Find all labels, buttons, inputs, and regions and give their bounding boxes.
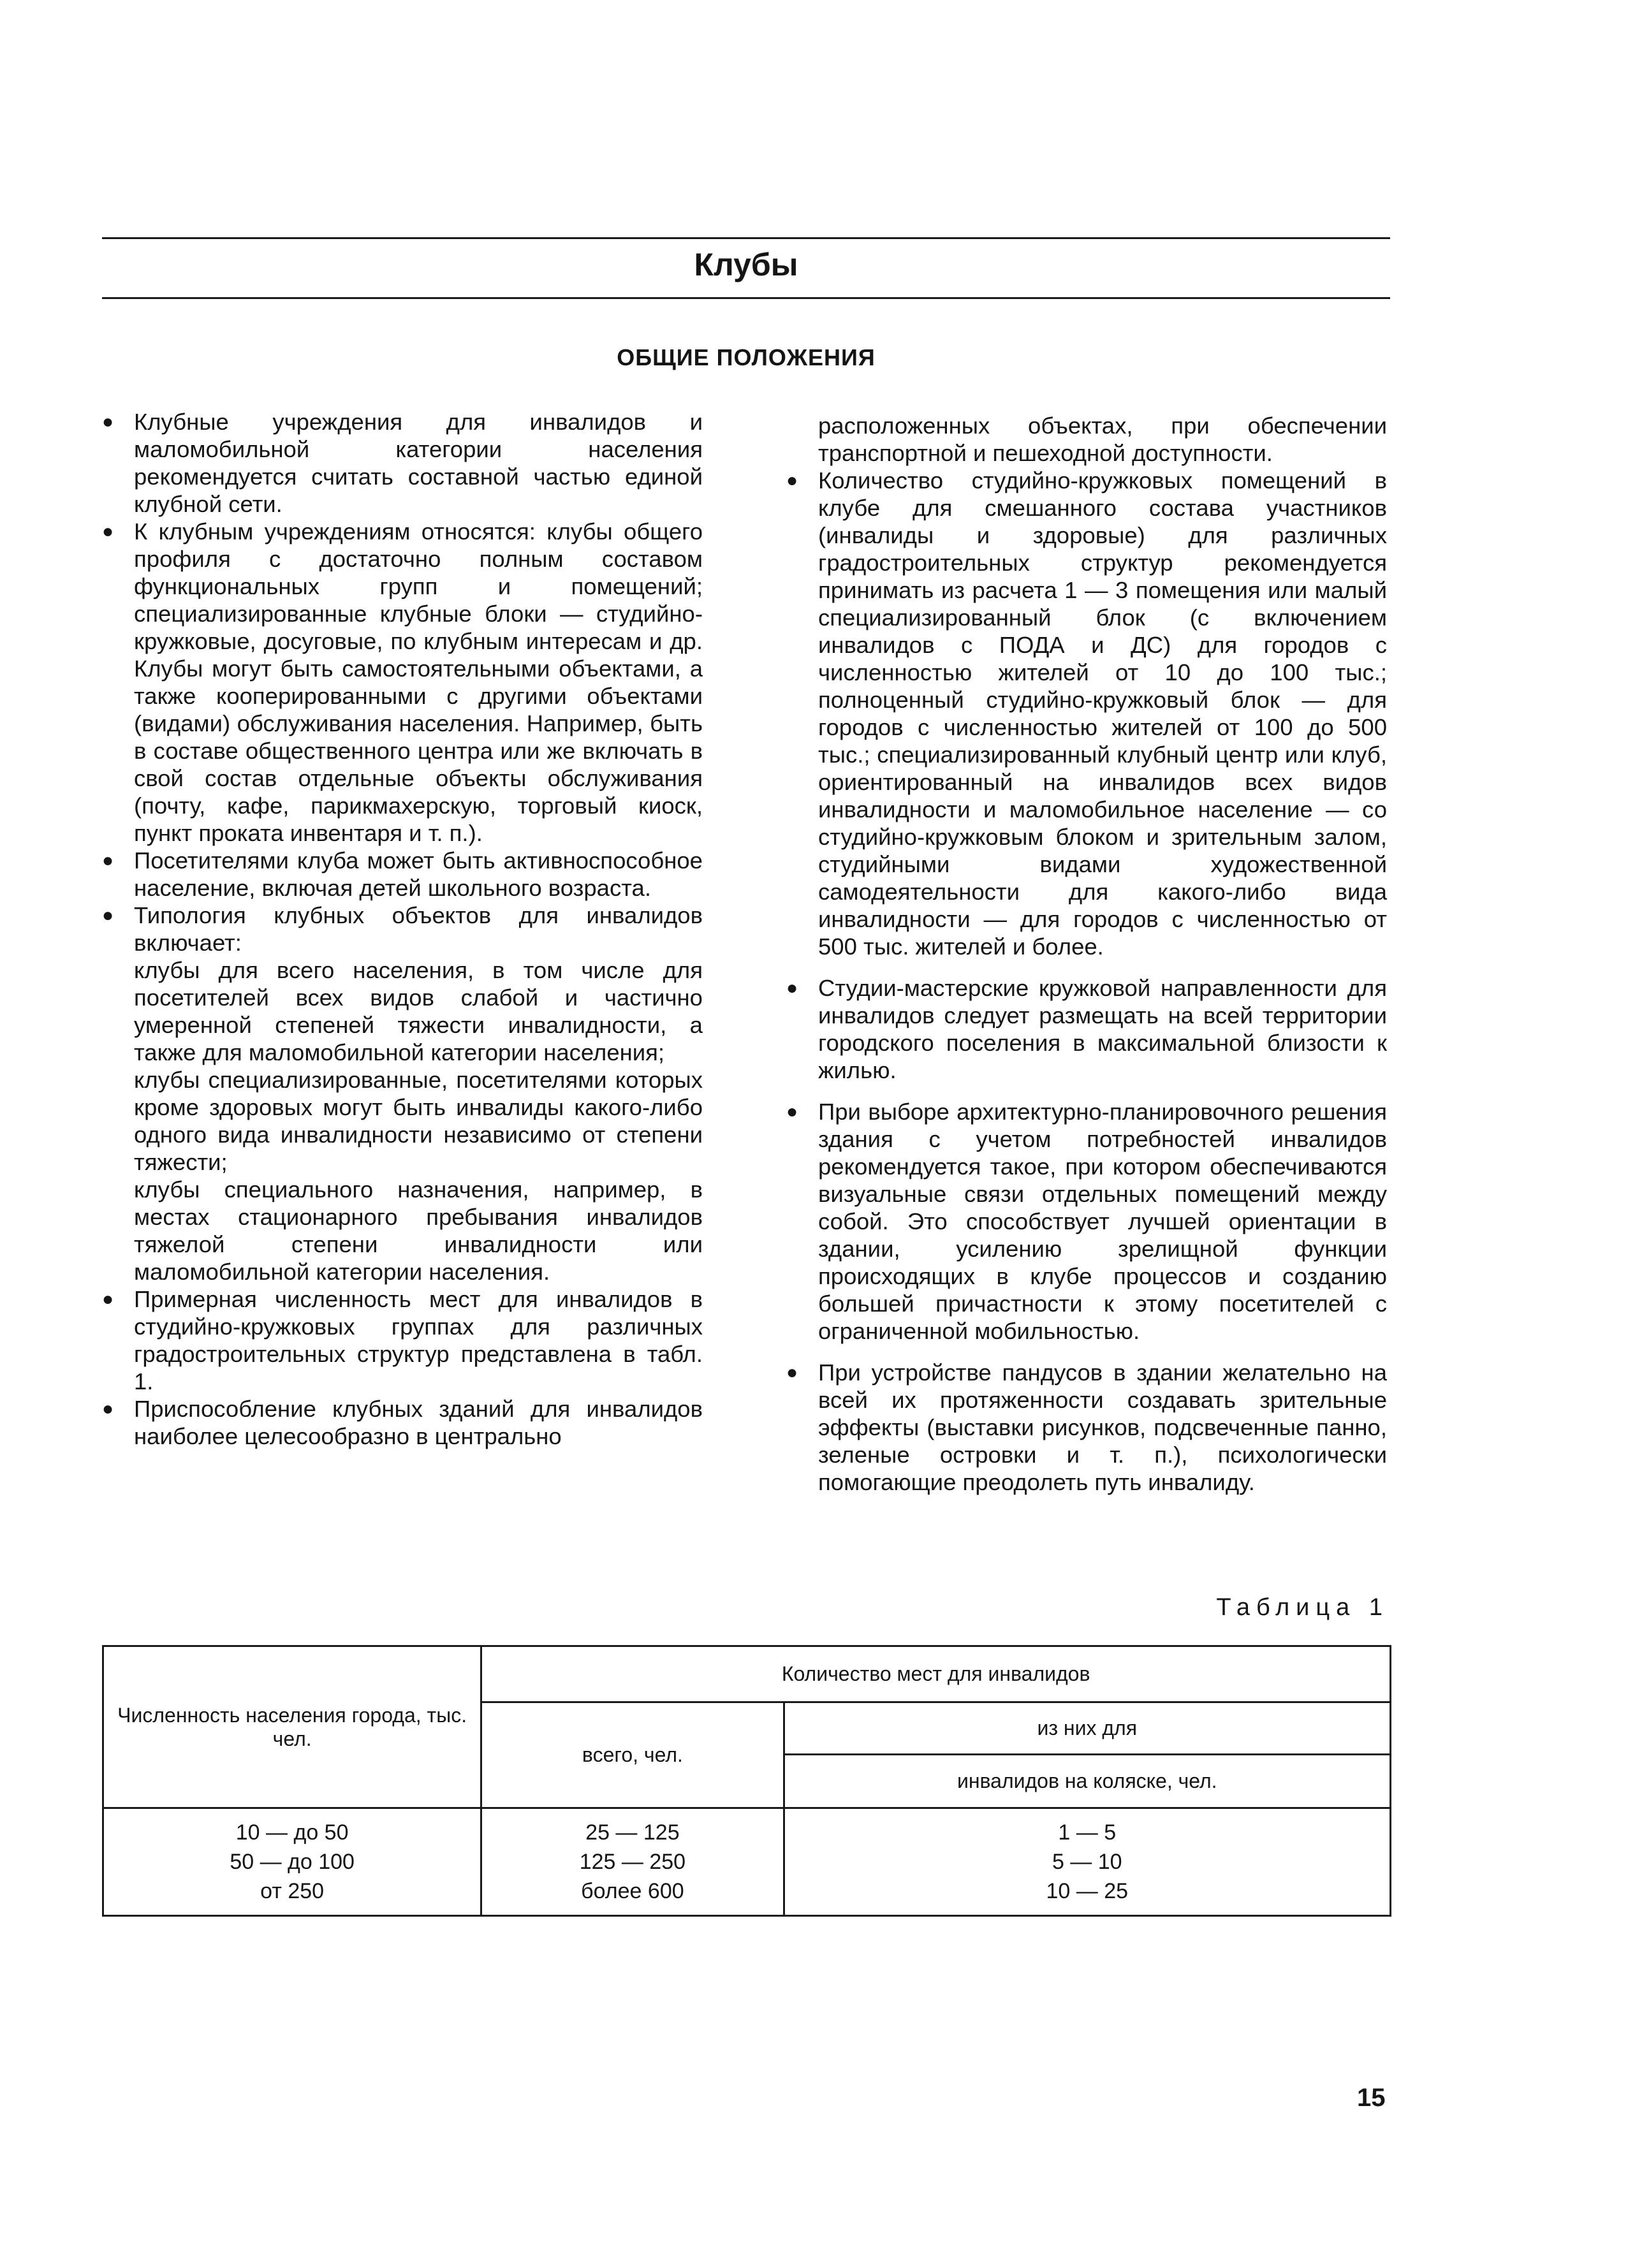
header-seats: Количество мест для инвалидов	[481, 1646, 1391, 1702]
table-cell-text: 125 — 250	[579, 1850, 686, 1874]
total-cell	[481, 1808, 784, 1916]
bullet-icon: ●	[786, 977, 798, 999]
bullet-icon: ●	[786, 1101, 798, 1122]
paragraph	[781, 1098, 1387, 1345]
bullet-icon: ●	[102, 905, 114, 926]
title-rule-top	[102, 237, 1390, 239]
table-cell-text: 10 — 25	[1046, 1879, 1129, 1903]
seats-table	[102, 1645, 1391, 1917]
paragraph	[97, 408, 703, 518]
paragraph-text: Примерная численность мест для инвалидов в студийно-кружковых группах для различных градостроительных структур представлена в табл. 1.	[134, 1286, 703, 1394]
paragraph	[781, 467, 1387, 960]
typology-item: клубы для всего населения, в том числе для посетителей всех видов слабой и частично умеренной степеней тяжести инвалидности, а также для маломобильной категории населения;	[134, 957, 703, 1065]
left-column	[97, 408, 703, 1450]
paragraph	[97, 1285, 703, 1395]
typology-item: клубы специализированные, посетителями которых кроме здоровых могут быть инвалиды какого-либо одного вида инвалидности независимо от степени тяжести;	[134, 1067, 703, 1175]
paragraph	[97, 847, 703, 902]
header-wheelchair: инвалидов на коляске, чел.	[784, 1755, 1390, 1808]
paragraph	[781, 1359, 1387, 1496]
paragraph-text: К клубным учреждениям относятся: клубы общего профиля с достаточно полным составом функциональных групп и помещений; специализированные клубные блоки — студийно-кружковые, досуговые, по клубным интересам и др. Клубы могут быть самостоятельными объектами, а также кооперированными с другими объектами (видами) обслуживания населения. Например, быть в составе общественного центра или же включать в свой состав отдельные объекты обслуживания (почту, кафе, парикмахерскую, торговый киоск, пункт проката инвентаря и т. п.).	[134, 518, 703, 846]
paragraph-text: Типология клубных объектов для инвалидов включает:	[134, 902, 703, 956]
paragraph-text: Клубные учреждения для инвалидов и маломобильной категории населения рекомендуется считать составной частью единой клубной сети.	[134, 409, 703, 517]
table-cell-text: 5 — 10	[1052, 1850, 1122, 1874]
section-heading: ОБЩИЕ ПОЛОЖЕНИЯ	[617, 344, 876, 370]
paragraph	[97, 518, 703, 847]
population-cell	[103, 1808, 481, 1916]
table-cell-text: более 600	[581, 1879, 684, 1903]
paragraph	[97, 902, 703, 956]
chapter-title: Клубы	[694, 247, 798, 282]
paragraph-text: Студии-мастерские кружковой направленности для инвалидов следует размещать на всей территории городского поселения в максимальной близости к жилью.	[818, 975, 1387, 1083]
bullet-icon: ●	[786, 470, 798, 491]
paragraph-text: При выборе архитектурно-планировочного решения здания с учетом потребностей инвалидов рекомендуется такое, при котором обеспечиваются визуальные связи отдельных помещений между собой. Это способствует лучшей ориентации в здании, усилению зрелищной функции происходящих в клубе процессов и созданию большей причастности к этому посетителей с ограниченной мобильностью.	[818, 1099, 1387, 1344]
page-number: 15	[1357, 2084, 1386, 2112]
table-cell-text: от 250	[260, 1879, 325, 1903]
bullet-icon: ●	[102, 521, 114, 542]
table-cell-text: 50 — до 100	[230, 1850, 355, 1874]
title-rule-bottom	[102, 297, 1390, 299]
header-of-them: из них для	[784, 1702, 1390, 1755]
right-column	[781, 412, 1387, 1496]
bullet-icon: ●	[102, 411, 114, 432]
paragraph	[781, 974, 1387, 1084]
bullet-icon: ●	[102, 1289, 114, 1310]
paragraph	[97, 1395, 703, 1450]
paragraph-text: Приспособление клубных зданий для инвалидов наиболее целесообразно в центрально	[134, 1396, 703, 1449]
table-cell-text: 25 — 125	[585, 1820, 680, 1845]
table-cell-text: 10 — до 50	[235, 1820, 349, 1845]
typology-item: клубы специального назначения, например, в местах стационарного пребывания инвалидов тяжелой степени инвалидности или маломобильной категории населения.	[134, 1176, 703, 1285]
table-caption: Таблица 1	[1216, 1594, 1389, 1621]
bullet-icon: ●	[102, 1398, 114, 1419]
paragraph-text: При устройстве пандусов в здании желательно на всей их протяженности создавать зрительные эффекты (выставки рисунков, подсвеченные панно, зеленые островки и т. п.), психологически помогающие преодолеть путь инвалиду.	[818, 1359, 1387, 1495]
wheelchair-cell	[784, 1808, 1390, 1916]
paragraph-continuation: расположенных объектах, при обеспечении транспортной и пешеходной доступности.	[818, 413, 1387, 466]
table-cell-text: 1 — 5	[1058, 1820, 1117, 1845]
paragraph-text: Посетителями клуба может быть активноспособное население, включая детей школьного возраста.	[134, 847, 703, 901]
bullet-icon: ●	[786, 1362, 798, 1383]
header-total: всего, чел.	[481, 1702, 784, 1808]
header-population: Численность населения города, тыс. чел.	[103, 1646, 481, 1808]
bullet-icon: ●	[102, 850, 114, 871]
paragraph-text: Количество студийно-кружковых помещений в клубе для смешанного состава участников (инвалиды и здоровые) для различных градостроительных структур рекомендуется принимать из расчета 1 — 3 помещения или малый специализированный блок (с включением инвалидов с ПОДА и ДС) для городов с численностью жителей от 10 до 100 тыс.; полноценный студийно-кружковый блок — для городов с численностью жителей от 100 до 500 тыс.; специализированный клубный центр или клуб, ориентированный на инвалидов всех видов инвалидности и маломобильное население — со студийно-кружковым блоком и зрительным залом, студийными видами художественной самодеятельности для какого-либо вида инвалидности — для городов с численностью от 500 тыс. жителей и более.	[818, 467, 1387, 960]
